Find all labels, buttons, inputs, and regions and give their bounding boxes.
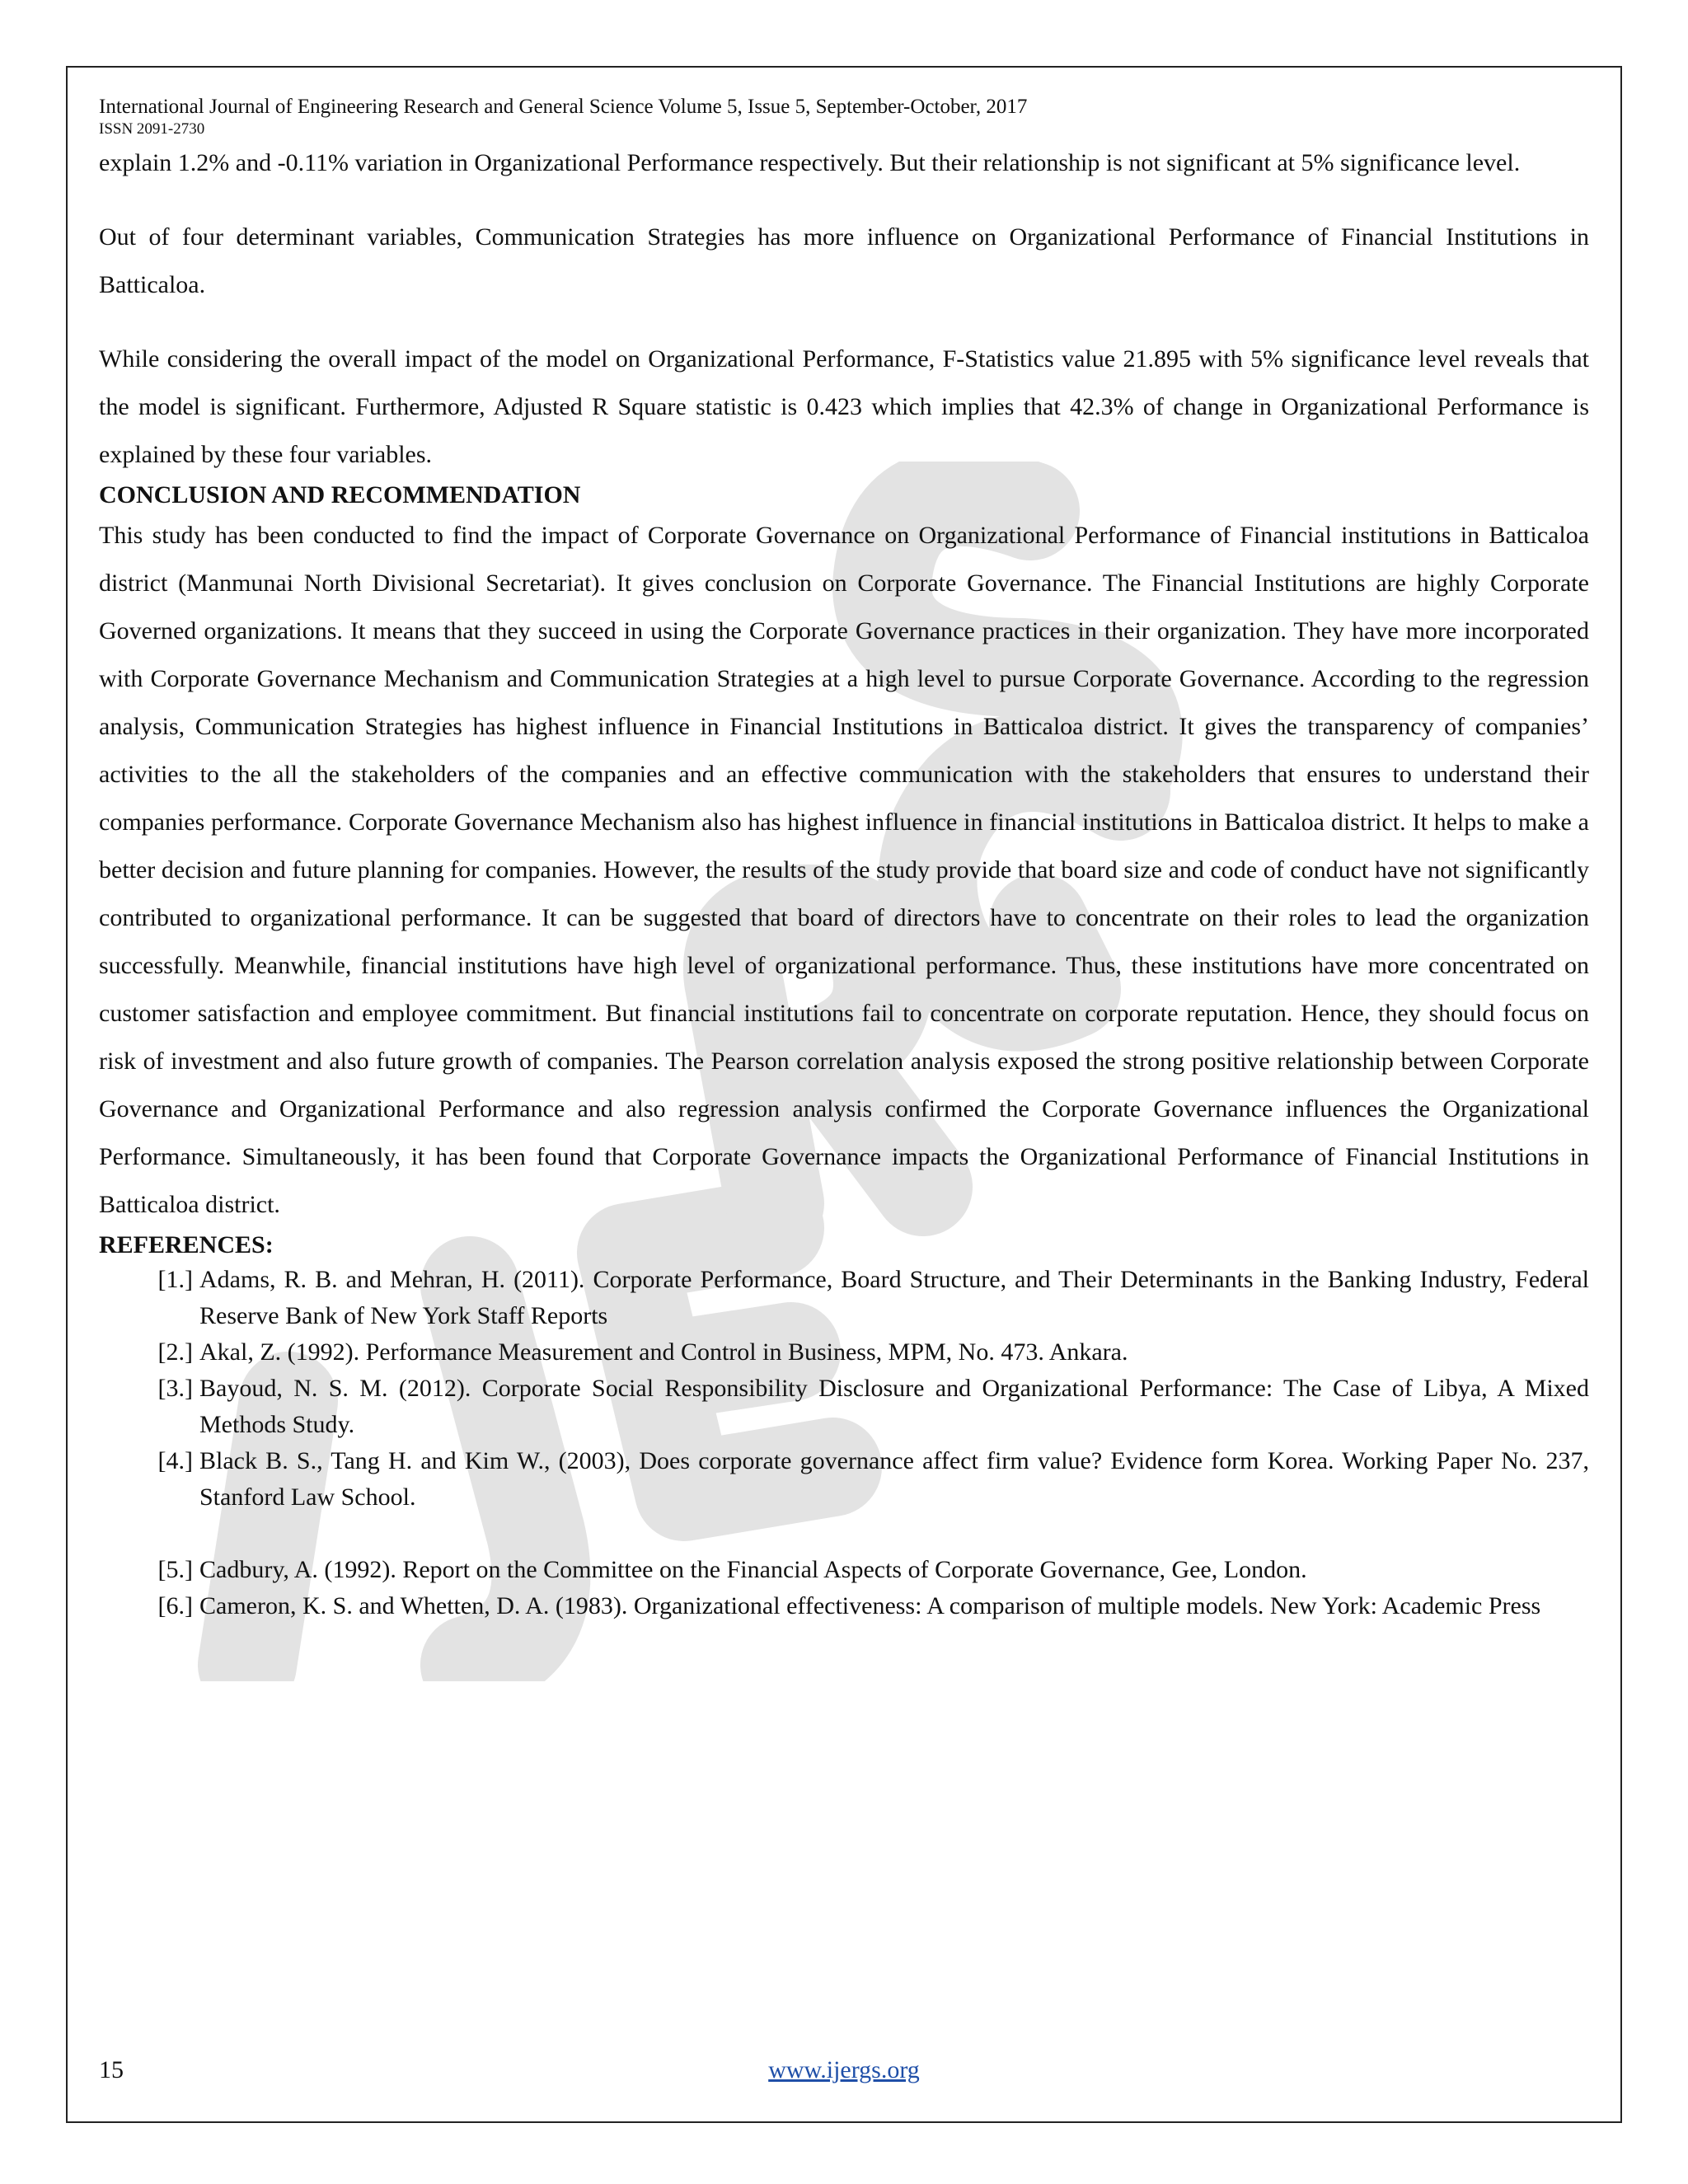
paragraph-3: While considering the overall impact of the model on Organizational Performance, F-Statistics value 21.895 with 5% significance level reveals that the model is significant. Furthermore, Adjusted R Square statistic is 0.423 which implies that 42.3% of change in Organizational Performance is explained by these four variables. [99,345,1589,468]
reference-text: Cameron, K. S. and Whetten, D. A. (1983). Organizational effectiveness: A comparison of multiple models. New York: Academic Press [199,1592,1541,1619]
reference-item [99,1588,1589,1624]
references-heading: REFERENCES: [99,1231,274,1258]
reference-item [99,1371,1589,1443]
reference-number: [5.] [157,1556,193,1583]
reference-number: [6.] [157,1592,193,1619]
reference-item [99,1262,1589,1334]
conclusion-paragraph: This study has been conducted to find the impact of Corporate Governance on Organizational Performance of Financial institutions in Batticaloa district (Manmunai North Divisional Secretariat). It gives conclusion on Corporate Governance. The Financial Institutions are highly Corporate Governed organizations. It means that they succeed in using the Corporate Governance practices in their organization. They have more incorporated with Corporate Governance Mechanism and Communication Strategies at a high level to pursue Corporate Governance. According to the regression analysis, Communication Strategies has highest influence in Financial Institutions in Batticaloa district. It gives the transparency of companies’ activities to the all the stakeholders of the companies and an effective communication with the stakeholders that ensures to understand their companies performance. Corporate Governance Mechanism also has highest influence in financial institutions in Batticaloa district. It helps to make a better decision and future planning for companies. However, the results of the study provide that board size and code of conduct have not significantly contributed to organizational performance. It can be suggested that board of directors have to concentrate on their roles to lead the organization successfully. Meanwhile, financial institutions have high level of organizational performance. Thus, these institutions have more concentrated on customer satisfaction and employee commitment. But financial institutions fail to concentrate on corporate reputation. Hence, they should focus on risk of investment and also future growth of companies. The Pearson correlation analysis exposed the strong positive relationship between Corporate Governance and Organizational Performance and also regression analysis confirmed the Corporate Governance influences the Organizational Performance. Simultaneously, it has been found that Corporate Governance impacts the Organizational Performance of Financial Institutions in Batticaloa district. [99,522,1589,1218]
paragraph-2: Out of four determinant variables, Communication Strategies has more influence on Organizational Performance of Financial Institutions in Batticaloa. [99,223,1589,298]
reference-text: Akal, Z. (1992). Performance Measurement and Control in Business, MPM, No. 473. Ankara. [199,1338,1128,1366]
reference-text: Adams, R. B. and Mehran, H. (2011). Corporate Performance, Board Structure, and Their Determinants in the Banking Industry, Federal Reserve Bank of New York Staff Reports [199,1266,1589,1329]
reference-number: [1.] [157,1266,193,1293]
journal-header: International Journal of Engineering Research and General Science Volume 5, Issue 5, September-October, 2017 [99,96,1028,118]
reference-number: [4.] [157,1447,193,1474]
page-number: 15 [99,2056,124,2083]
reference-number: [2.] [157,1338,193,1366]
reference-text: Black B. S., Tang H. and Kim W., (2003), Does corporate governance affect firm value? Evidence form Korea. Working Paper No. 237, Stanford Law School. [199,1447,1589,1511]
reference-item [99,1334,1589,1371]
reference-item [99,1552,1589,1588]
conclusion-heading: CONCLUSION AND RECOMMENDATION [99,481,581,509]
paragraph-1: explain 1.2% and -0.11% variation in Organizational Performance respectively. But their relationship is not significant at 5% significance level. [99,149,1521,176]
issn-header: ISSN 2091-2730 [99,120,205,138]
website-link[interactable]: www.ijergs.org [768,2056,920,2083]
reference-item [99,1443,1589,1516]
references-list [99,1262,1589,1624]
page-content [99,95,1589,1624]
reference-text: Bayoud, N. S. M. (2012). Corporate Social Responsibility Disclosure and Organizational Performance: The Case of Libya, A Mixed Methods Study. [199,1375,1589,1438]
reference-text: Cadbury, A. (1992). Report on the Committee on the Financial Aspects of Corporate Governance, Gee, London. [199,1556,1307,1583]
reference-number: [3.] [157,1375,193,1402]
page-footer [99,2056,1589,2089]
